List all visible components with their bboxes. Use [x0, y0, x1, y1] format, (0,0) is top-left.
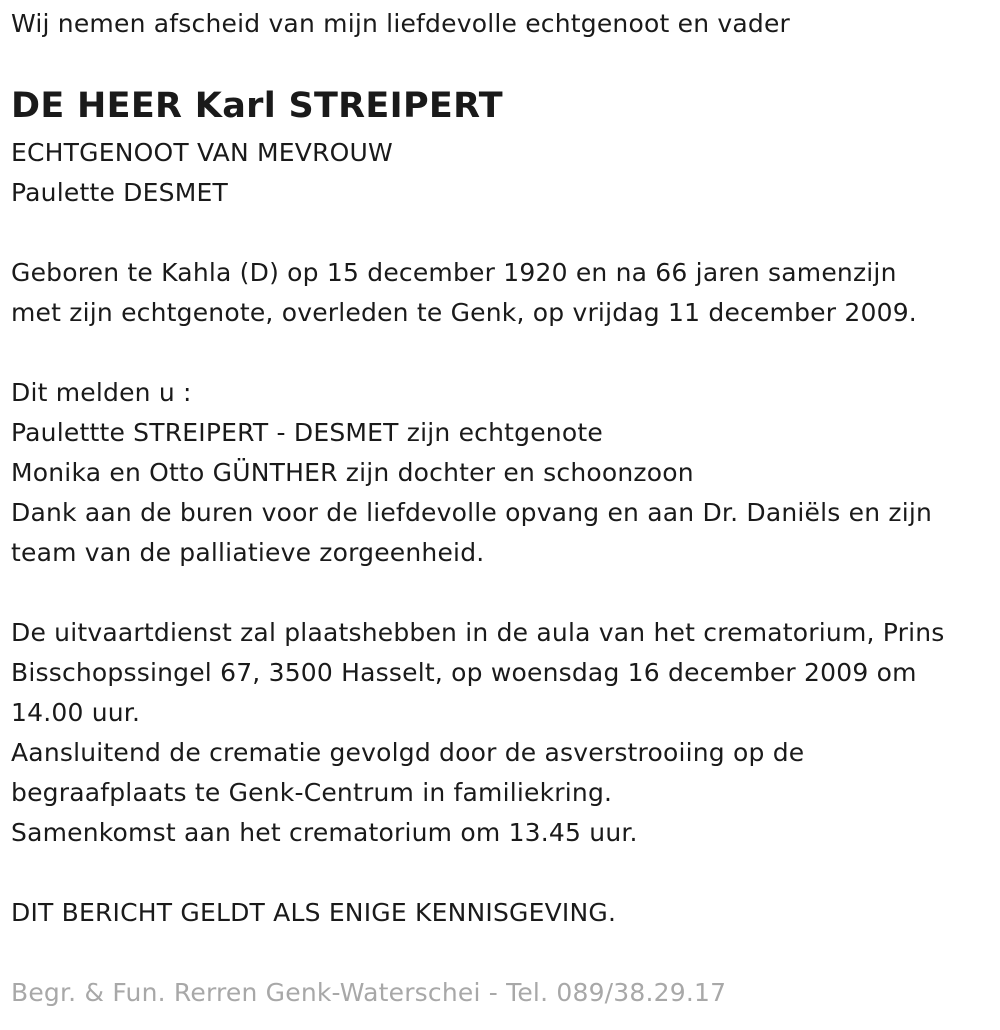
notice-text: DIT BERICHT GELDT ALS ENIGE KENNISGEVING.: [11, 898, 617, 927]
spouse-name: Paulette DESMET: [11, 178, 228, 207]
birth-death-line-2: met zijn echtgenote, overleden te Genk, op vrijdag 11 december 2009.: [11, 298, 917, 327]
funeral-home-footer: Begr. & Fun. Rerren Genk-Waterschei - Tel. 089/38.29.17: [11, 978, 727, 1007]
thanks-line-1: Dank aan de buren voor de liefdevolle opvang en aan Dr. Daniëls en zijn: [11, 498, 933, 527]
intro-text: Wij nemen afscheid van mijn liefdevolle echtgenoot en vader: [11, 9, 791, 38]
announcer-line: Monika en Otto GÜNTHER zijn dochter en schoonzoon: [11, 458, 694, 487]
service-line: Bisschopssingel 67, 3500 Hasselt, op woensdag 16 december 2009 om: [11, 658, 917, 687]
deceased-name: DE HEER Karl STREIPERT: [11, 86, 503, 126]
service-line: begraafplaats te Genk-Centrum in familiekring.: [11, 778, 613, 807]
birth-death-line-1: Geboren te Kahla (D) op 15 december 1920 en na 66 jaren samenzijn: [11, 258, 897, 287]
service-line: De uitvaartdienst zal plaatshebben in de aula van het crematorium, Prins: [11, 618, 945, 647]
announcer-line: Paulettte STREIPERT - DESMET zijn echtgenote: [11, 418, 603, 447]
service-line: Samenkomst aan het crematorium om 13.45 uur.: [11, 818, 638, 847]
thanks-line-2: team van de palliatieve zorgeenheid.: [11, 538, 485, 567]
spouse-label: ECHTGENOOT VAN MEVROUW: [11, 138, 393, 167]
service-line: Aansluitend de crematie gevolgd door de asverstrooiing op de: [11, 738, 805, 767]
announcers-heading: Dit melden u :: [11, 378, 192, 407]
service-line: 14.00 uur.: [11, 698, 141, 727]
